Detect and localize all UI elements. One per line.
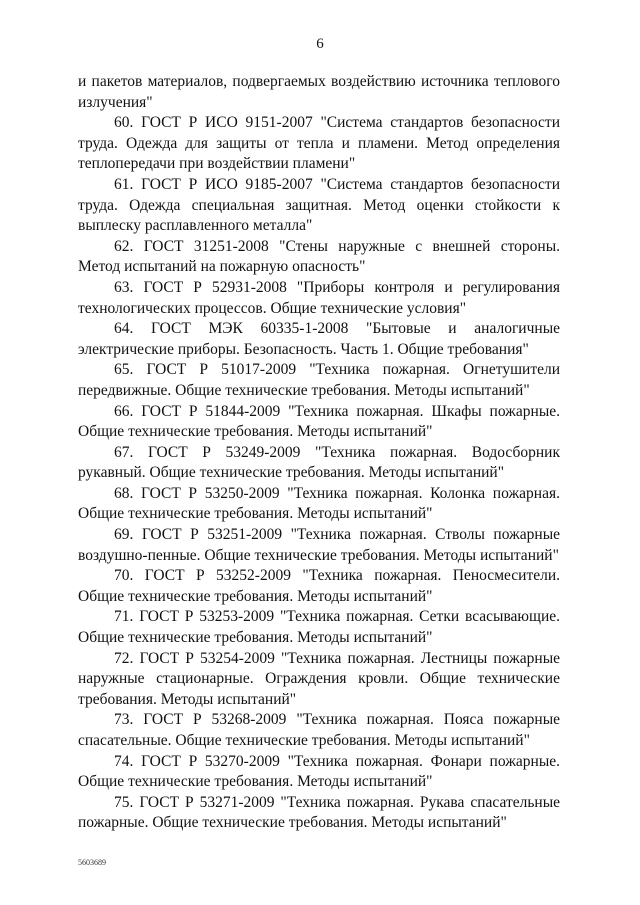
list-item-68: 68. ГОСТ Р 53250-2009 "Техника пожарная. Колонка пожарная. Общие технические требования. Методы испытаний" [78, 484, 560, 523]
list-item-70: 70. ГОСТ Р 53252-2009 "Техника пожарная. Пеносмесители. Общие технические требования. Методы испытаний" [78, 567, 560, 605]
list-item-69: 69. ГОСТ Р 53251-2009 "Техника пожарная. Стволы пожарные воздушно-пенные. Общие технические требования. Методы испытаний" [78, 526, 560, 564]
list-item-66: 66. ГОСТ Р 51844-2009 "Техника пожарная. Шкафы пожарные. Общие технические требования. Методы испытаний" [78, 402, 560, 441]
standards-list [78, 72, 560, 834]
list-item-61: 61. ГОСТ Р ИСО 9185-2007 "Система стандартов безопасности труда. Одежда специальная защитная. Метод оценки стойкости к выплеску расплавленного металла" [78, 175, 560, 235]
list-item-64: 64. ГОСТ МЭК 60335-1-2008 "Бытовые и аналогичные электрические приборы. Безопасность. Часть 1. Общие требования" [78, 320, 560, 358]
list-item-75: 75. ГОСТ Р 53271-2009 "Техника пожарная. Рукава спасательные пожарные. Общие технические требования. Методы испытаний" [78, 793, 560, 832]
list-item-continuation: и пакетов материалов, подвергаемых воздействию источника теплового излучения" [78, 73, 560, 111]
list-item-63: 63. ГОСТ Р 52931-2008 "Приборы контроля и регулирования технологических процессов. Общие технические условия" [78, 278, 560, 317]
list-item-67: 67. ГОСТ Р 53249-2009 "Техника пожарная. Водосборник рукавный. Общие технические требования. Методы испытаний" [78, 443, 560, 482]
list-item-73: 73. ГОСТ Р 53268-2009 "Техника пожарная. Пояса пожарные спасательные. Общие технические требования. Методы испытаний" [78, 711, 560, 749]
document-code: 5603689 [78, 858, 106, 867]
list-item-65: 65. ГОСТ Р 51017-2009 "Техника пожарная. Огнетушители передвижные. Общие технические требования. Методы испытаний" [78, 361, 560, 399]
list-item-74: 74. ГОСТ Р 53270-2009 "Техника пожарная. Фонари пожарные. Общие технические требования. Методы испытаний" [78, 752, 560, 791]
page-number: 6 [316, 36, 324, 52]
list-item-71: 71. ГОСТ Р 53253-2009 "Техника пожарная. Сетки всасывающие. Общие технические требования. Методы испытаний" [78, 608, 560, 647]
list-item-72: 72. ГОСТ Р 53254-2009 "Техника пожарная. Лестницы пожарные наружные стационарные. Ограждения кровли. Общие технические требования. Методы испытаний" [78, 649, 560, 708]
list-item-62: 62. ГОСТ 31251-2008 "Стены наружные с внешней стороны. Метод испытаний на пожарную опасность" [78, 237, 560, 276]
list-item-60: 60. ГОСТ Р ИСО 9151-2007 "Система стандартов безопасности труда. Одежда для защиты от тепла и пламени. Метод определения теплопередачи при воздействии пламени" [78, 114, 560, 173]
